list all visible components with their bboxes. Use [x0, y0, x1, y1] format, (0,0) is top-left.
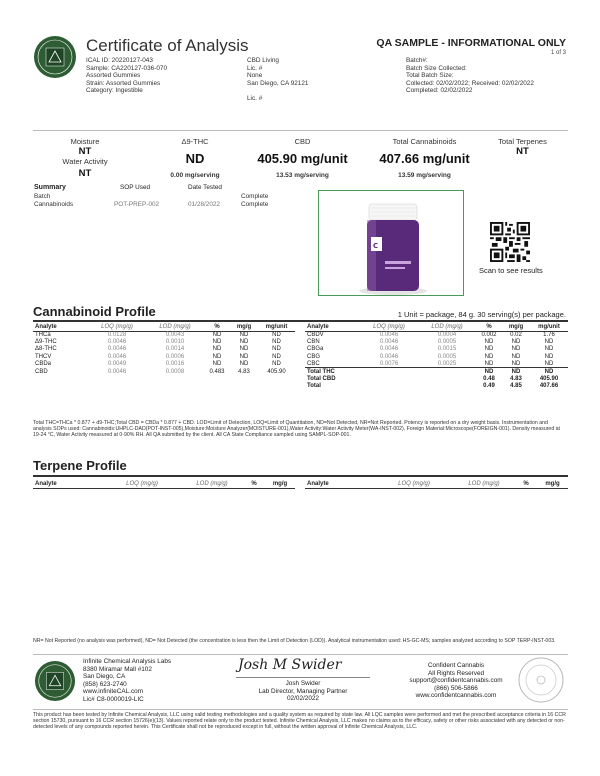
cell-analyte: Δ8-THC [35, 346, 57, 353]
total-terpenes-value: NT [516, 146, 529, 157]
lab-info [83, 658, 171, 704]
cell-loq: 0.0046 [107, 346, 127, 353]
water-activity-label: Water Activity [62, 157, 108, 166]
col-loq-unit: (mg/g) [412, 480, 430, 487]
confident-cannabis-seal-icon [517, 656, 565, 704]
col-loq-label: LOQ [373, 323, 386, 330]
cell-mgunit: ND [272, 346, 281, 353]
cell-mgg: 4.83 [510, 376, 522, 383]
table-row [33, 338, 295, 345]
cell-empty [418, 383, 476, 390]
cell-pct: ND [484, 368, 494, 375]
cell-empty [418, 368, 476, 375]
col-mgg: mg/g [545, 480, 560, 487]
col-loq [360, 323, 418, 331]
signer-name: Josh Swider [285, 680, 321, 687]
cell-mgg: ND [239, 339, 249, 346]
table-row [33, 368, 295, 375]
sample-info-line: Category: Ingestible [86, 87, 143, 95]
cell-mgg: ND [239, 353, 249, 360]
cell-pct: ND [484, 346, 494, 353]
col-lod-unit: (mg/g) [173, 323, 191, 330]
col-lod-label: LOD [159, 323, 172, 330]
table-row [33, 361, 295, 368]
table-row [305, 353, 568, 360]
cell-empty [418, 375, 476, 382]
cell-loq: 0.0128 [107, 331, 127, 338]
cell-lod: 0.0006 [165, 353, 185, 360]
col-mgg: mg/g [272, 480, 288, 487]
cell-mgg: 4.85 [510, 383, 522, 390]
summary-row [34, 201, 294, 209]
cell-lod: 0.0004 [437, 331, 457, 338]
cell-mgg: ND [239, 346, 249, 353]
cell-analyte: Total THC [307, 368, 335, 375]
cannabinoid-table-left [33, 323, 295, 375]
cell-mgunit: ND [544, 339, 554, 346]
confident-email-link[interactable]: support@confidentcannabis.com [409, 677, 503, 685]
cell-mgg: ND [239, 361, 249, 368]
thc-label: Δ9-THC [181, 137, 209, 146]
divider [33, 130, 568, 131]
cell-loq: 0.0046 [379, 346, 399, 353]
total-cannabinoids-label: Total Cannabinoids [392, 137, 457, 146]
total-terpenes-label: Total Terpenes [498, 137, 547, 146]
lab-info-line: 8380 Miramar Mall #102 [83, 665, 152, 673]
sample-info-line: Strain: Assorted Gummies [86, 79, 161, 87]
thc-serving: 0.00 mg/serving [170, 172, 220, 179]
cell-lod: 0.0043 [165, 331, 185, 338]
cell-pct: ND [212, 346, 222, 353]
lab-website-link[interactable]: www.infiniteCAL.com [83, 688, 144, 696]
client-info-line: Lic. # [247, 64, 263, 72]
cannabinoid-table-right [305, 323, 568, 390]
cell-pct: ND [484, 353, 494, 360]
cell-analyte: CBGa [307, 346, 324, 353]
sample-info-line: Assorted Gummies [86, 72, 141, 80]
client-info [247, 57, 308, 103]
thc-value: ND [185, 151, 205, 166]
cell-lod: 0.0015 [437, 346, 457, 353]
col-loq-label: LOQ [398, 480, 411, 487]
cell-mgunit: ND [544, 368, 554, 375]
col-lod-unit: (mg/g) [482, 480, 500, 487]
col-lod [418, 323, 476, 331]
col-lod-label: LOD [468, 480, 481, 487]
total-row [305, 383, 568, 390]
cell-pct: 0.002 [481, 331, 497, 338]
cell-loq: 0.0046 [107, 339, 127, 346]
signer-title: Lab Director, Managing Partner [258, 687, 348, 695]
divider [33, 475, 568, 477]
client-info-line: None [247, 72, 263, 80]
cell-lod: 0.0014 [165, 346, 185, 353]
sample-info-line: ICAL ID: 20220127-043 [86, 57, 153, 64]
summary-row-status: Complete [241, 201, 269, 208]
cell-loq: 0.0046 [107, 368, 127, 375]
terpene-note: NR= Not Reported (no analysis was performed), ND= Not Detected (the concentration is less then the Limit of Detection (LOD)). Analytical instrumentation used: HS-GC-MS; samples analyzed according to SOP TERP-INST-003. [33, 638, 556, 644]
lab-logo-icon [33, 35, 77, 79]
cell-pct: 0.48 [483, 376, 495, 383]
sample-info [86, 57, 167, 95]
divider [33, 320, 568, 322]
total-cannabinoids-serving: 13.59 mg/serving [398, 172, 451, 179]
summary-row [34, 193, 294, 201]
cell-loq: 0.0049 [107, 361, 127, 368]
total-terpenes-stat [480, 137, 565, 157]
cell-lod: 0.0008 [165, 368, 185, 375]
page-number: 1 of 3 [550, 50, 566, 56]
cell-pct: ND [484, 361, 494, 367]
cell-mgg: ND [511, 353, 521, 360]
confident-info-line: (866) 506-5866 [434, 684, 478, 692]
batch-info-line: Total Batch Size: [406, 72, 454, 80]
col-lod-unit: (mg/g) [210, 480, 228, 487]
cell-lod: 0.0025 [437, 361, 457, 367]
col-loq-unit: (mg/g) [140, 480, 158, 487]
cell-mgunit: ND [272, 339, 281, 346]
lab-info-line: (858) 623-2740 [83, 680, 127, 688]
table-row [305, 338, 568, 345]
lab-seal-icon [34, 660, 76, 702]
qr-caption: Scan to see results [479, 266, 543, 275]
summary-row-status: Complete [241, 193, 269, 200]
signature-line [236, 677, 370, 678]
col-lod [146, 323, 204, 331]
lab-info-line: San Diego, CA [83, 673, 126, 681]
cell-mgg: ND [511, 368, 521, 375]
table-row [33, 331, 295, 338]
cell-mgg: 4.83 [238, 368, 250, 375]
table-row [305, 361, 568, 368]
summary-table [34, 184, 294, 209]
col-mgunit: mg/unit [538, 323, 560, 330]
table-row [305, 346, 568, 353]
cell-lod: 0.0016 [165, 361, 185, 368]
cell-mgg: ND [511, 346, 521, 353]
col-pct: % [486, 323, 492, 330]
col-analyte: Analyte [307, 323, 329, 330]
cell-empty [360, 368, 418, 375]
cell-loq: 0.0046 [379, 353, 399, 360]
qr-code-icon[interactable] [490, 222, 530, 262]
col-analyte: Analyte [35, 323, 57, 330]
cell-analyte: CBC [307, 361, 320, 367]
cell-pct: 0.483 [209, 368, 225, 375]
col-loq [88, 323, 146, 331]
page-title: Certificate of Analysis [86, 36, 249, 55]
table-row [33, 353, 295, 360]
cell-loq: 0.0046 [107, 353, 127, 360]
col-loq [103, 480, 181, 488]
col-loq-unit: (mg/g) [387, 323, 405, 330]
divider [33, 709, 568, 710]
confident-website-link[interactable]: www.confidentcannabis.com [415, 692, 497, 700]
cell-mgunit: ND [272, 353, 281, 360]
terpene-table-left [33, 480, 295, 489]
batch-info [406, 57, 534, 95]
col-loq [375, 480, 453, 488]
cell-mgg: ND [511, 339, 521, 346]
confident-info-line: Confident Cannabis [427, 662, 485, 669]
cell-pct: ND [212, 361, 222, 368]
col-mgunit: mg/unit [265, 323, 288, 330]
col-loq-label: LOQ [126, 480, 139, 487]
cell-loq: 0.0046 [379, 339, 399, 346]
disclaimer: This product has been tested by Infinite Chemical Analysis, LLC using valid testing methodologies and a quality system as required by state law. All LQC samples were performed and met the prescribed acceptance criteria in 16 CCR section 15730, pursuant to 16 CCR section 15726(e)(13). Values reported relate only to the product tested. Infinite Chemical Analysis, LLC makes no claims as to the efficacy, safety or other risks associated with any detected or non-detected levels of any compounds reported herein. This Certificate shall not be reproduced except in full, without the written approval of Infinite Chemical Analysis, LLC. [33, 712, 566, 731]
cell-analyte: Total CBD [307, 376, 336, 383]
date-header: Date Tested [188, 184, 222, 191]
summary-row-name: Batch [34, 193, 51, 200]
product-bottle-icon [319, 191, 464, 296]
cell-pct: ND [212, 331, 222, 338]
total-row [305, 375, 568, 382]
col-lod [453, 480, 515, 488]
col-pct: % [214, 323, 220, 330]
moisture-label: Moisture [70, 137, 100, 146]
total-cannabinoids-stat [362, 137, 487, 179]
lab-info-line: Infinite Chemical Analysis Labs [83, 658, 172, 665]
batch-info-line: Batch Size Collected: [406, 64, 467, 72]
signer-block [236, 680, 370, 703]
cell-mgunit: 407.66 [539, 383, 559, 390]
moisture-stat [40, 137, 130, 179]
cell-empty [360, 375, 418, 382]
cell-mgg: 0.02 [510, 331, 522, 338]
cell-mgg: ND [511, 361, 521, 367]
cell-mgg: ND [239, 331, 249, 338]
cell-analyte: CBDa [35, 361, 52, 368]
col-pct: % [251, 480, 257, 487]
cell-lod: 0.0005 [437, 339, 457, 346]
col-mgg: mg/g [236, 323, 252, 330]
lab-info-line: Lic# C8-0000019-LIC [83, 695, 144, 703]
summary-row-date: 01/28/2022 [188, 201, 220, 208]
cell-pct: ND [484, 339, 494, 346]
summary-row-sop: POT-PREP-002 [114, 201, 160, 208]
col-lod-label: LOD [196, 480, 209, 487]
cell-analyte: CBG [307, 353, 321, 360]
total-row [305, 368, 568, 375]
cell-pct: ND [212, 353, 222, 360]
confident-info [402, 662, 510, 700]
cell-analyte: Δ9-THC [35, 339, 57, 346]
sample-info-line: Sample: CA220127-036-070 [86, 64, 168, 72]
unit-note: 1 Unit = package, 84 g. 30 serving(s) per package. [397, 310, 566, 319]
summary-title: Summary [34, 184, 66, 191]
cbd-stat [240, 137, 365, 179]
col-mgg: mg/g [508, 323, 524, 330]
table-row [33, 346, 295, 353]
cell-mgunit: ND [272, 361, 281, 368]
water-activity-value: NT [78, 168, 92, 179]
thc-stat [150, 137, 240, 179]
col-analyte: Analyte [307, 480, 329, 487]
cell-mgunit: ND [544, 361, 554, 367]
cell-analyte: CBN [307, 339, 320, 346]
cbd-value: 405.90 mg/unit [257, 151, 348, 166]
svg-text:C: C [373, 242, 379, 250]
sop-header: SOP Used [120, 184, 151, 191]
terpene-profile-title: Terpene Profile [33, 458, 127, 473]
qa-sample-banner: QA SAMPLE - INFORMATIONAL ONLY [376, 37, 566, 49]
col-lod [181, 480, 243, 488]
cell-loq: 0.0046 [379, 331, 399, 338]
cell-analyte: Total [307, 383, 321, 390]
cannabinoid-profile-title: Cannabinoid Profile [33, 304, 156, 319]
batch-info-line: Collected: 02/02/2022; Received: 02/02/2022 [406, 79, 534, 87]
cbd-serving: 13.53 mg/serving [276, 172, 329, 179]
cbd-label: CBD [294, 137, 311, 146]
cell-mgunit: ND [544, 346, 554, 353]
terpene-table-right [305, 480, 568, 489]
total-cannabinoids-value: 407.66 mg/unit [379, 151, 470, 166]
cell-mgunit: ND [544, 353, 554, 360]
client-info-line: San Diego, CA 92121 [247, 79, 309, 87]
cell-analyte: CBDV [307, 331, 324, 338]
cell-pct: 0.49 [483, 383, 495, 390]
cell-analyte: THCV [35, 353, 52, 360]
col-analyte: Analyte [35, 480, 57, 487]
cell-loq: 0.0076 [379, 361, 399, 367]
col-pct: % [523, 480, 529, 487]
cell-empty [360, 383, 418, 390]
cell-mgunit: 1.76 [543, 331, 555, 338]
divider [33, 654, 568, 655]
cell-analyte: CBD [35, 368, 48, 375]
product-photo [318, 190, 464, 296]
table-row [305, 331, 568, 338]
client-info-line: CBD Living [247, 57, 279, 64]
cell-lod: 0.0010 [165, 339, 185, 346]
cell-analyte: THCa [35, 331, 51, 338]
sign-date: 02/02/2022 [287, 695, 319, 703]
col-lod-label: LOD [431, 323, 444, 330]
confident-info-line: All Rights Reserved [427, 669, 485, 677]
batch-info-line: Batch#: [406, 57, 428, 64]
batch-info-line: Completed: 02/02/2022 [406, 87, 473, 95]
cell-mgunit: ND [272, 331, 281, 338]
client-info-line: Lic. # [247, 94, 263, 102]
col-loq-label: LOQ [101, 323, 114, 330]
signature: Josh M Swider [238, 657, 342, 673]
col-lod-unit: (mg/g) [445, 323, 463, 330]
cell-mgunit: 405.90 [267, 368, 286, 375]
cell-mgunit: 405.90 [539, 376, 559, 383]
cell-lod: 0.0005 [437, 353, 457, 360]
col-loq-unit: (mg/g) [115, 323, 133, 330]
method-note: Total THC=THCa * 0.877 + d9-THC;Total CBD = CBDa * 0.877 + CBD. LOD=Limit of Detection, LOQ=Limit of Quantitation, ND=Not Detected, NR=Not Reported. Potency is reported on a dry weight basis. Instrumentation and analysis SOPs used: Cannabinoids:UHPLC-DAD(POT-INST-005),Moisture:Moisture Analyzer(MOISTURE-001),Water Activity:Water Activity Meter(WA-INST-002), Foreign Material:Microscope(FOREIGN-001). Density measured at 19-24 °C, Water Activity measured at 0-90% RH. All QA submitted by the client. All CA State Compliance sampled using SAMPL-SOP-001. [33, 420, 560, 439]
moisture-value: NT [78, 146, 92, 157]
summary-row-name: Cannabinoids [34, 201, 74, 208]
cell-pct: ND [212, 339, 222, 346]
